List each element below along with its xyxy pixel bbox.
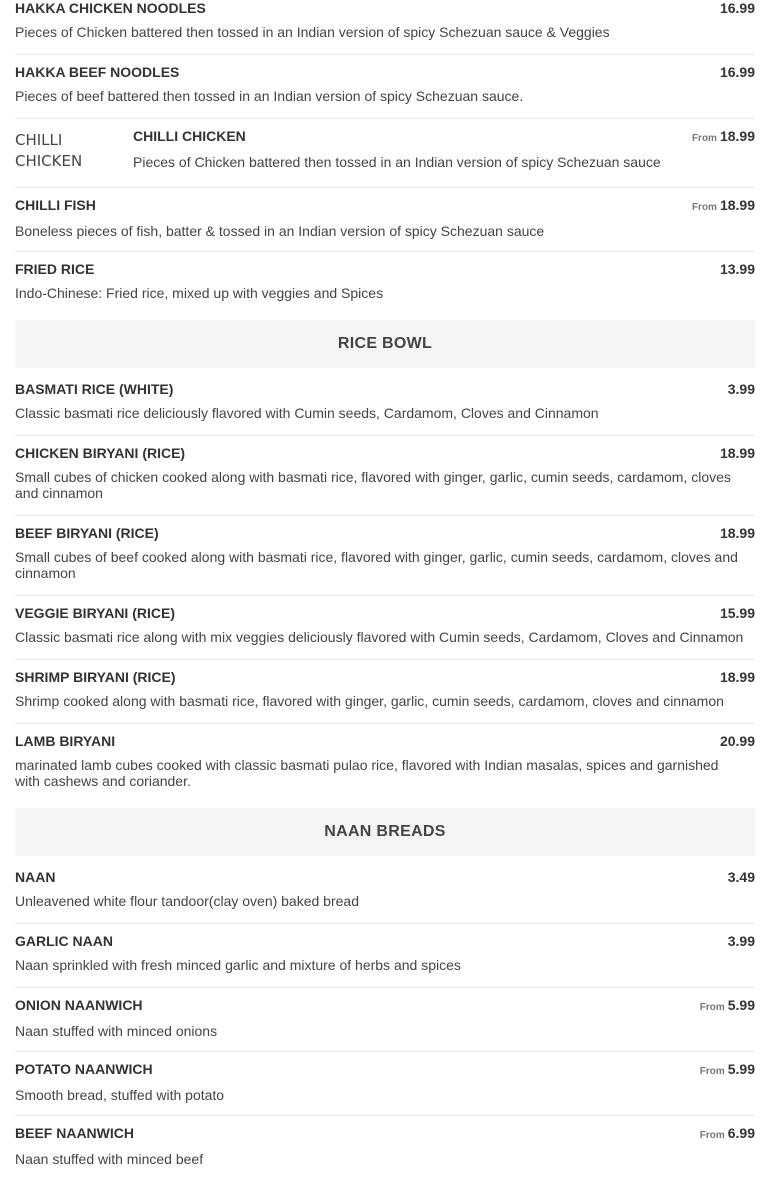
item-name: CHILLI CHICKEN	[133, 128, 246, 144]
menu-item[interactable]	[15, 55, 755, 119]
from-label: From	[699, 1002, 725, 1013]
item-image-broken[interactable]: CHILLI CHICKEN	[15, 131, 83, 170]
item-description: Small cubes of beef cooked along with basmati rice, flavored with ginger, garlic, cumin seeds, cardamom, cloves and cinnamon	[15, 549, 738, 581]
menu-item[interactable]	[15, 188, 755, 252]
item-name: CHICKEN BIRYANI (RICE)	[15, 445, 186, 461]
item-price: 5.99	[727, 997, 755, 1013]
item-name: BASMATI RICE (WHITE)	[15, 381, 174, 397]
item-description: Indo-Chinese: Fried rice, mixed up with veggies and Spices	[15, 285, 384, 301]
item-name: VEGGIE BIRYANI (RICE)	[15, 605, 175, 621]
item-name: BEEF BIRYANI (RICE)	[15, 525, 159, 541]
item-description: Small cubes of chicken cooked along with basmati rice, flavored with ginger, garlic, cumin seeds, cardamom, cloves and cinnamon	[15, 469, 731, 501]
section-header-naan-breads	[15, 808, 755, 856]
section-header-rice-bowl	[15, 320, 755, 368]
item-description: Pieces of beef battered then tossed in an Indian version of spicy Schezuan sauce.	[15, 88, 524, 104]
menu-item[interactable]	[15, 724, 755, 808]
item-name: HAKKA BEEF NOODLES	[15, 64, 180, 80]
menu-item[interactable]	[15, 252, 755, 320]
item-name: CHILLI FISH	[15, 197, 96, 213]
item-description: Shrimp cooked along with basmati rice, flavored with ginger, garlic, cumin seeds, cardamom, cloves and cinnamon	[15, 693, 724, 709]
item-description: Smooth bread, stuffed with potato	[15, 1087, 225, 1103]
menu-item[interactable]	[15, 516, 755, 596]
item-description: Boneless pieces of fish, batter & tossed in an Indian version of spicy Schezuan sauce	[15, 223, 545, 239]
item-price: 5.99	[727, 1061, 755, 1077]
item-name: GARLIC NAAN	[15, 933, 113, 949]
item-description: Naan stuffed with minced onions	[15, 1023, 218, 1039]
item-name: ONION NAANWICH	[15, 997, 143, 1013]
item-price: 16.99	[719, 0, 755, 16]
item-name: NAAN	[15, 869, 56, 885]
item-description: Classic basmati rice deliciously flavored with Cumin seeds, Cardamom, Cloves and Cinnamon	[15, 405, 599, 421]
item-description: Classic basmati rice along with mix veggies deliciously flavored with Cumin seeds, Cardamom, Cloves and Cinnamon	[15, 629, 744, 645]
item-price: 18.99	[719, 445, 755, 461]
item-description: marinated lamb cubes cooked with classic basmati pulao rice, flavored with Indian masalas, spices and garnished with cashews and coriander.	[15, 757, 719, 789]
menu-item[interactable]	[15, 660, 755, 724]
from-label: From	[691, 133, 717, 144]
item-name: POTATO NAANWICH	[15, 1061, 153, 1077]
item-price: 18.99	[719, 669, 755, 685]
from-label: From	[699, 1130, 725, 1141]
menu-item[interactable]	[15, 856, 755, 924]
item-price: 16.99	[719, 64, 755, 80]
item-price: 13.99	[719, 261, 755, 277]
menu-item[interactable]	[15, 119, 755, 188]
menu-item[interactable]	[15, 1116, 755, 1178]
item-price: 18.99	[719, 197, 755, 213]
menu-item[interactable]	[15, 924, 755, 988]
menu-item[interactable]	[15, 1052, 755, 1116]
item-description: Pieces of Chicken battered then tossed in an Indian version of spicy Schezuan sauce	[133, 154, 661, 170]
menu-item[interactable]	[15, 0, 755, 55]
menu-item[interactable]	[15, 988, 755, 1052]
menu-list	[15, 0, 755, 1178]
item-price: 15.99	[719, 605, 755, 621]
menu-item[interactable]	[15, 596, 755, 660]
menu-item[interactable]	[15, 368, 755, 436]
item-description: Unleavened white flour tandoor(clay oven) baked bread	[15, 893, 359, 909]
item-name: HAKKA CHICKEN NOODLES	[15, 0, 206, 16]
item-name: SHRIMP BIRYANI (RICE)	[15, 669, 176, 685]
item-description: Pieces of Chicken battered then tossed in an Indian version of spicy Schezuan sauce & Veggies	[15, 24, 610, 40]
item-price: 18.99	[719, 525, 755, 541]
item-description: Naan stuffed with minced beef	[15, 1151, 204, 1167]
from-label: From	[691, 202, 717, 213]
item-name: BEEF NAANWICH	[15, 1125, 134, 1141]
section-title: NAAN BREADS	[324, 823, 446, 840]
from-label: From	[699, 1066, 725, 1077]
item-name: LAMB BIRYANI	[15, 733, 116, 749]
item-name: FRIED RICE	[15, 261, 95, 277]
item-price: 20.99	[719, 733, 755, 749]
menu-item[interactable]	[15, 436, 755, 516]
item-description: Naan sprinkled with fresh minced garlic and mixture of herbs and spices	[15, 957, 461, 973]
section-title: RICE BOWL	[337, 335, 433, 352]
item-price: 3.99	[727, 933, 755, 949]
item-price: 18.99	[719, 128, 755, 144]
item-price: 3.99	[727, 381, 755, 397]
item-price: 6.99	[727, 1125, 755, 1141]
item-price: 3.49	[727, 869, 755, 885]
